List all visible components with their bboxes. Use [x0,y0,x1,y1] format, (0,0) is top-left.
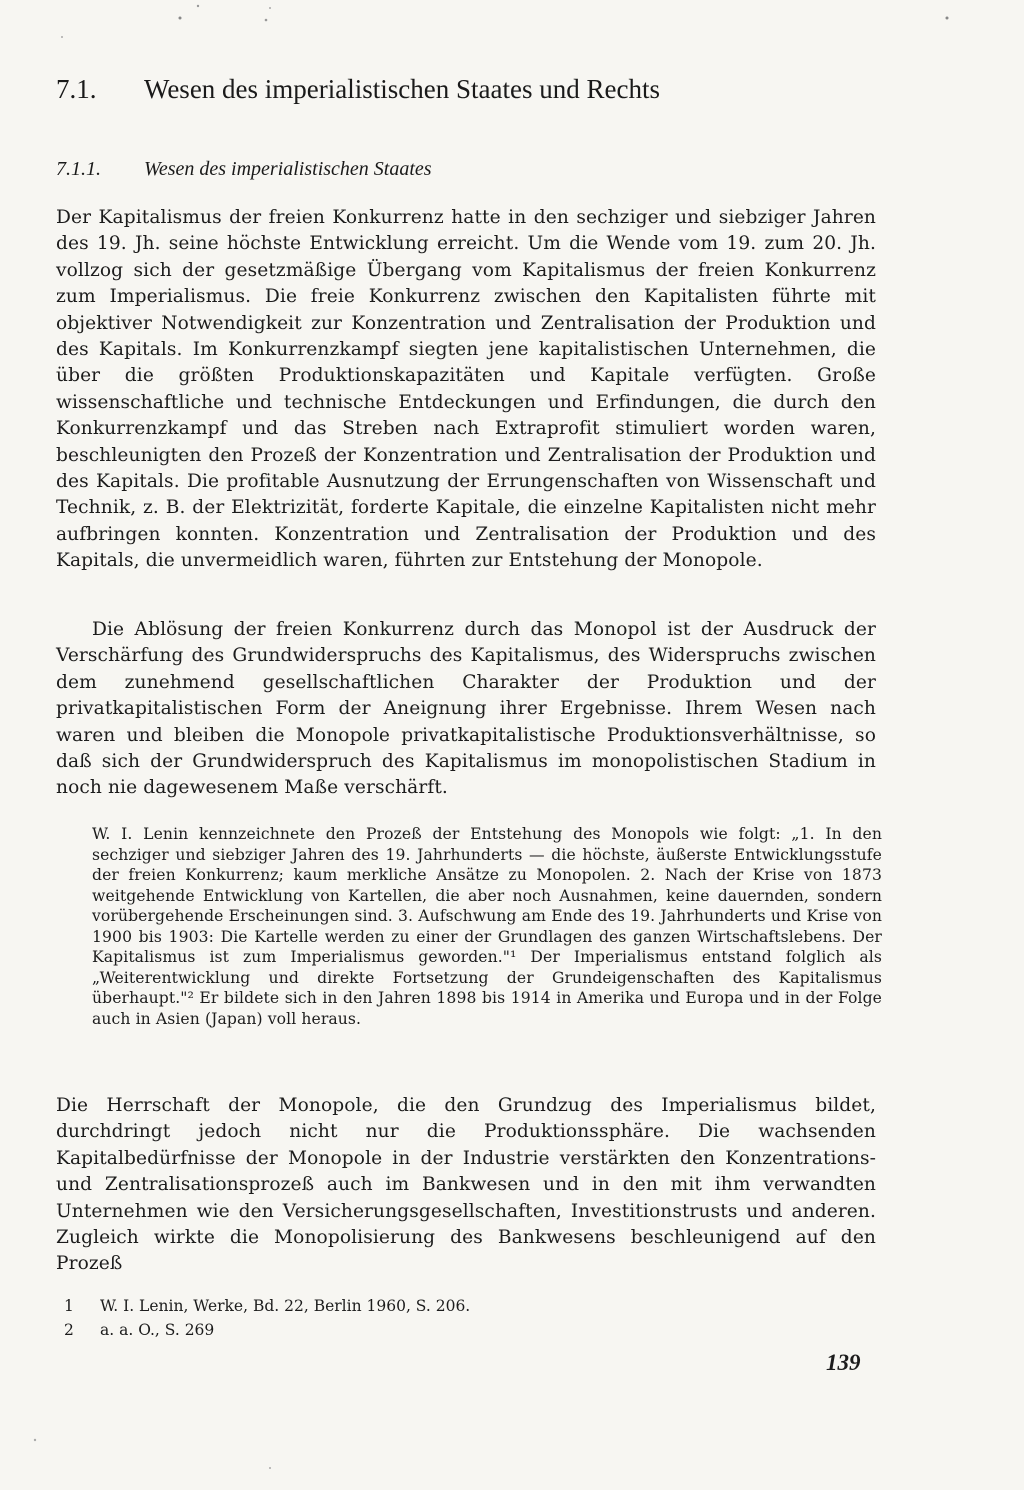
footnote-text: a. a. O., S. 269 [100,1321,215,1339]
subsection-number: 7.1.1. [56,158,101,180]
subsection-heading [56,158,916,181]
footnote-number: 2 [64,1321,74,1339]
paragraph [56,617,876,802]
paragraph [56,1093,876,1278]
subsection-title: Wesen des imperialistischen Staates [144,158,432,180]
paragraph [56,205,876,575]
paragraph-text: Die Herrschaft der Monopole, die den Grundzug des Imperialismus bildet, durchdringt jedoch nicht nur die Produktionssphäre. Die wachsenden Kapitalbedürfnisse der Monopole in der Industrie verstärkten den Konzentrations- und Zentralisationsprozeß auch im Bankwesen und in den mit ihm verwandten Unternehmen wie den Versicherungsgesellschaften, Investitionstrusts und anderen. Zugleich wirkte die Monopolisierung des Bankwesens beschleunigend auf den Prozeß [56,1095,876,1275]
footnote-number: 1 [64,1297,74,1315]
paragraph-text: Die Ablösung der freien Konkurrenz durch das Monopol ist der Ausdruck der Verschärfung des Grundwiderspruchs des Kapitalismus, des Widerspruchs zwischen dem zunehmend gesellschaftlichen Charakter der Produktion und der privatkapitalistischen Form der Aneignung ihrer Ergebnisse. Ihrem Wesen nach waren und bleiben die Monopole privatkapitalistische Produktionsverhältnisse, so daß sich der Grundwiderspruch des Kapitalismus im monopolistischen Stadium in noch nie dagewesenem Maße verschärft. [56,619,876,799]
footnote [64,1318,764,1342]
footnote [64,1294,764,1318]
section-title: Wesen des imperialistischen Staates und Rechts [144,74,660,104]
block-quote [92,824,882,1029]
section-heading [56,74,916,105]
section-number: 7.1. [56,74,97,104]
footnotes [64,1294,764,1342]
paragraph-text: Der Kapitalismus der freien Konkurrenz hatte in den sechziger und siebziger Jahren des 19. Jh. seine höchste Entwicklung erreicht. Um die Wende vom 19. zum 20. Jh. vollzog sich der gesetzmäßige Übergang vom Kapitalismus der freien Konkurrenz zum Imperialismus. Die freie Konkurrenz zwischen den Kapitalisten führte mit objektiver Notwendigkeit zur Konzentration und Zentralisation der Produktion und des Kapitals. Im Konkurrenzkampf siegten jene kapitalistischen Unternehmen, die über die größten Produktionskapazitäten und Kapitale verfügten. Große wissenschaftliche und technische Entdeckungen und Erfindungen, die durch den Konkurrenzkampf und das Streben nach Extraprofit stimuliert worden waren, beschleunigten den Prozeß der Konzentration und Zentralisation der Produktion und des Kapitals. Die profitable Ausnutzung der Errungenschaften von Wissenschaft und Technik, z. B. der Elektrizität, forderte Kapitale, die einzelne Kapitalisten nicht mehr aufbringen konnten. Konzentration und Zentralisation der Produktion und des Kapitals, die unvermeidlich waren, führten zur Entstehung der Monopole. [56,207,876,572]
quote-text: W. I. Lenin kennzeichnete den Prozeß der Entstehung des Monopols wie folgt: „1. In den sechziger und siebziger Jahren des 19. Jahrhunderts — die höchste, äußerste Entwicklungsstufe der freien Konkurrenz; kaum merkliche Ansätze zu Monopolen. 2. Nach der Krise von 1873 weitgehende Entwicklung von Kartellen, die aber noch Ausnahmen, keine dauernden, sondern vorübergehende Erscheinungen sind. 3. Aufschwung am Ende des 19. Jahrhunderts und Krise von 1900 bis 1903: Die Kartelle werden zu einer der Grundlagen des ganzen Wirtschaftslebens. Der Kapitalismus ist zum Imperialismus geworden."¹ Der Imperialismus entstand folglich als „Weiterentwicklung und direkte Fortsetzung der Grundeigenschaften des Kapitalismus überhaupt."² Er bildete sich in den Jahren 1898 bis 1914 in Amerika und Europa und in der Folge auch in Asien (Japan) voll heraus. [92,825,882,1028]
page-number: 139 [826,1350,861,1375]
footnote-text: W. I. Lenin, Werke, Bd. 22, Berlin 1960, S. 206. [100,1297,471,1315]
